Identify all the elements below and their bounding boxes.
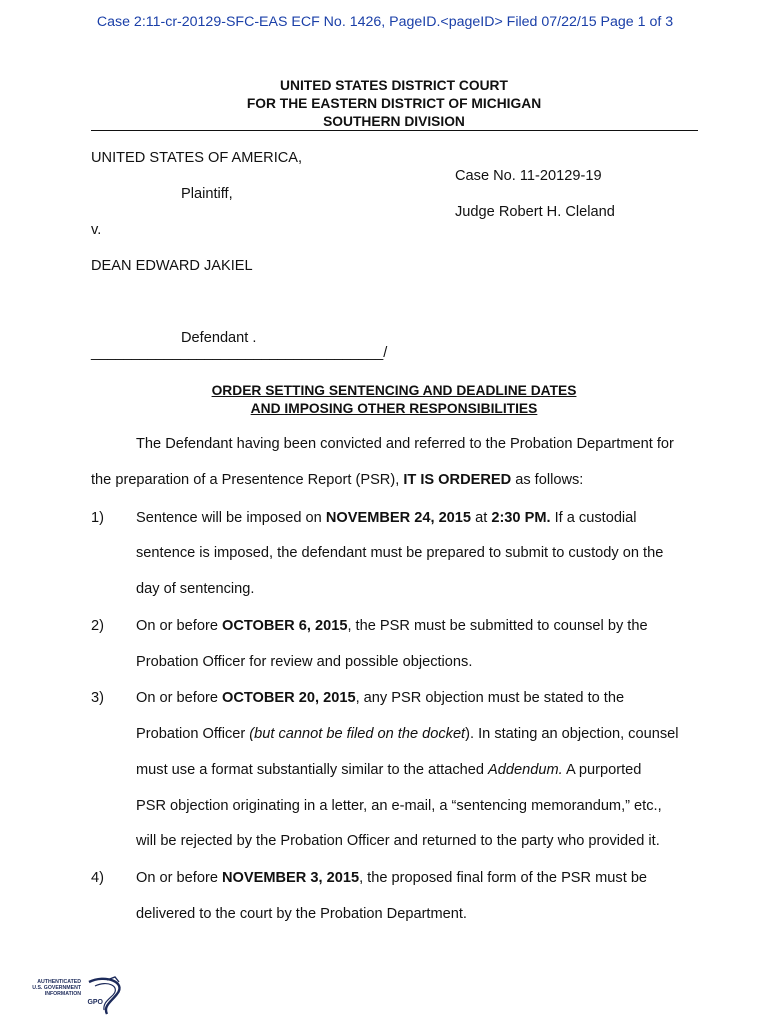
versus: v. (91, 222, 102, 238)
order-title-line1: ORDER SETTING SENTENCING AND DEADLINE DATES (211, 383, 577, 398)
item-3-line2: Probation Officer (but cannot be filed on the docket). In stating an objection, counsel (136, 726, 679, 742)
item-3-line4: PSR objection originating in a letter, an e-mail, a “sentencing memorandum,” etc., (136, 798, 662, 814)
seal-line3: INFORMATION (44, 991, 81, 997)
plaintiff-name: UNITED STATES OF AMERICA, (91, 150, 303, 166)
seal-gpo: GPO (87, 999, 103, 1006)
item-2-line1: On or before OCTOBER 6, 2015, the PSR must be submitted to counsel by the (136, 618, 648, 634)
item-1-line2: sentence is imposed, the defendant must be prepared to submit to custody on the (136, 545, 664, 561)
item-number: 2) (91, 618, 104, 634)
court-division: SOUTHERN DIVISION (323, 114, 465, 129)
defendant-name: DEAN EDWARD JAKIEL (91, 258, 253, 274)
order-title-line2: AND IMPOSING OTHER RESPONSIBILITIES (250, 401, 538, 416)
caption-signature-line: ____________________________________/ (91, 345, 388, 361)
item-4-line2: delivered to the court by the Probation Department. (136, 906, 467, 922)
item-number: 4) (91, 870, 104, 886)
intro-line2: the preparation of a Presentence Report (PSR), IT IS ORDERED as follows: (91, 472, 584, 488)
ecf-header-stamp: Case 2:11-cr-20129-SFC-EAS ECF No. 1426, PageID.<pageID> Filed 07/22/15 Page 1 of 3 (96, 14, 674, 30)
item-number: 3) (91, 690, 104, 706)
item-3-line1: On or before OCTOBER 20, 2015, any PSR objection must be stated to the (136, 690, 625, 706)
seal-line2: U.S. GOVERNMENT (32, 985, 81, 991)
court-district: FOR THE EASTERN DISTRICT OF MICHIGAN (246, 96, 542, 111)
item-3-line3: must use a format substantially similar to the attached Addendum. A purported (136, 762, 642, 778)
item-2-line2: Probation Officer for review and possible objections. (136, 654, 473, 670)
defendant-role: Defendant . (181, 330, 257, 346)
plaintiff-role: Plaintiff, (181, 186, 233, 202)
item-number: 1) (91, 510, 104, 526)
item-1-line3: day of sentencing. (136, 581, 255, 597)
intro-line1: The Defendant having been convicted and referred to the Probation Department for (136, 436, 674, 452)
gpo-authenticated-seal-icon (32, 976, 129, 1016)
case-number: Case No. 11-20129-19 (455, 168, 602, 184)
item-3-line5: will be rejected by the Probation Officer and returned to the party who provided it. (136, 833, 660, 849)
judge-name: Judge Robert H. Cleland (455, 204, 615, 220)
court-name: UNITED STATES DISTRICT COURT (280, 78, 508, 93)
item-4-line1: On or before NOVEMBER 3, 2015, the proposed final form of the PSR must be (136, 870, 648, 886)
item-1-line1: Sentence will be imposed on NOVEMBER 24, 2015 at 2:30 PM. If a custodial (136, 510, 637, 526)
header-rule (91, 130, 698, 131)
seal-line1: AUTHENTICATED (37, 979, 81, 985)
